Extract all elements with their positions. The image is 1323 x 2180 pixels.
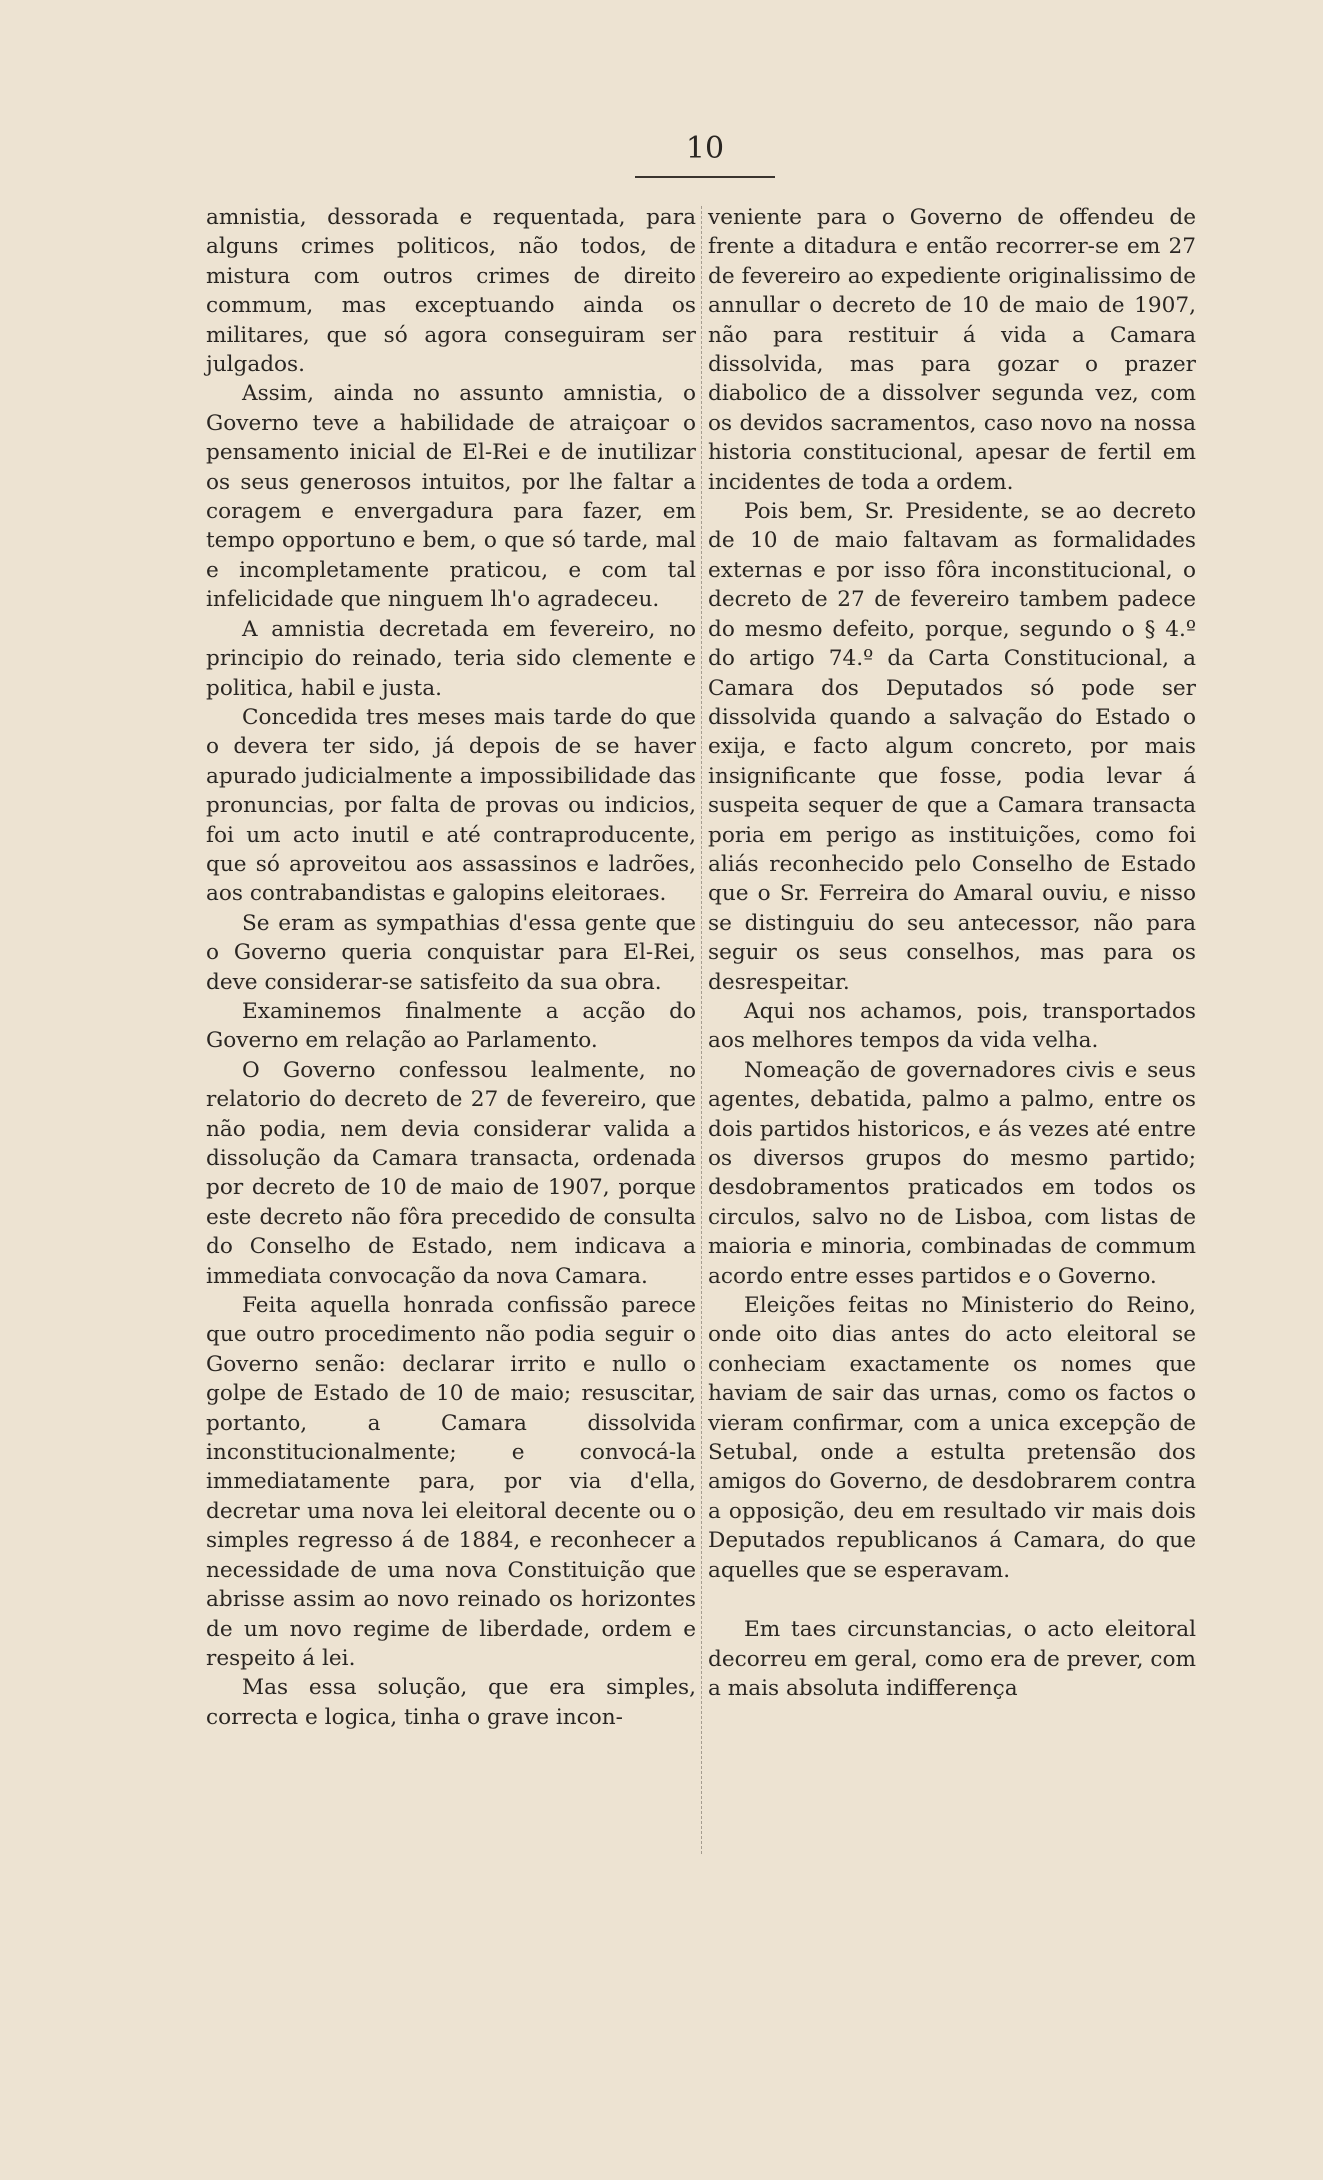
- paragraph: Em taes circunstancias, o acto eleitoral decorreu em geral, como era de prever, com a mais absoluta indifferença: [708, 1617, 1196, 1701]
- paragraph: Examinemos finalmente a acção do Governo em relação ao Parlamento.: [206, 998, 696, 1054]
- column-divider: [701, 206, 702, 1854]
- header-rule: [635, 176, 775, 178]
- paragraph: Pois bem, Sr. Presidente, se ao decreto de 10 de maio faltavam as formalidades externas e por isso fôra inconstitucional, o decreto de 27 de fevereiro tambem padece do mesmo defeito, porque, segundo o § 4.º do artigo 74.º da Carta Constitucional, a Camara dos Deputados só pode ser dissolvida quando a salvação do Estado o exija, e facto algum concreto, por mais insignificante que fosse, podia levar á suspeita sequer de que a Camara transacta poria em perigo as instituições, como foi aliás reconhecido pelo Conselho de Estado que o Sr. Ferreira do Amaral ouviu, e nisso se distinguiu do seu antecessor, não para seguir os seus conselhos, mas para os desrespeitar.: [708, 499, 1196, 995]
- paragraph: Feita aquella honrada confissão parece que outro procedimento não podia seguir o Governo senão: declarar irrito e nullo o golpe de Estado de 10 de maio; resuscitar, portanto, a Camara dissolvida inconstitucionalmente; e convocá-la immediatamente para, por via d'ella, decretar uma nova lei eleitoral decente ou o simples regresso á de 1884, e reconhecer a necessidade de uma nova Constituição que abrisse assim ao novo reinado os horizontes de um novo regime de liberdade, ordem e respeito á lei.: [206, 1293, 696, 1671]
- right-column: [708, 203, 1196, 1703]
- paragraph: Nomeação de governadores civis e seus agentes, debatida, palmo a palmo, entre os dois partidos historicos, e ás vezes até entre os diversos grupos do mesmo partido; desdobramentos praticados em todos os circulos, salvo no de Lisboa, com listas de maioria e minoria, combinadas de commum acordo entre esses partidos e o Governo.: [708, 1057, 1196, 1289]
- left-column: [206, 203, 696, 1732]
- paragraph: amnistia, dessorada e requentada, para alguns crimes politicos, não todos, de mistura com outros crimes de direito commum, mas exceptuando ainda os militares, que só agora conseguiram ser julgados.: [206, 205, 696, 378]
- paragraph: Assim, ainda no assunto amnistia, o Governo teve a habilidade de atraiçoar o pensamento inicial de El-Rei e de inutilizar os seus generosos intuitos, por lhe faltar a coragem e envergadura para fazer, em tempo opportuno e bem, o que só tarde, mal e incompletamente praticou, e com tal infelicidade que ninguem lh'o agradeceu.: [206, 381, 696, 613]
- paragraph: O Governo confessou lealmente, no relatorio do decreto de 27 de fevereiro, que não podia, nem devia considerar valida a dissolução da Camara transacta, ordenada por decreto de 10 de maio de 1907, porque este decreto não fôra precedido de consulta do Conselho de Estado, nem indicava a immediata convocação da nova Camara.: [206, 1057, 696, 1289]
- paragraph: Mas essa solução, que era simples, correcta e logica, tinha o grave incon-: [206, 1675, 696, 1730]
- paragraph: veniente para o Governo de offendeu de frente a ditadura e então recorrer-se em 27 de fevereiro ao expediente originalissimo de annullar o decreto de 10 de maio de 1907, não para restituir á vida a Camara dissolvida, mas para gozar o prazer diabolico de a dissolver segunda vez, com os devidos sacramentos, caso novo na nossa historia constitucional, apesar de fertil em incidentes de toda a ordem.: [708, 205, 1196, 495]
- paragraph: Eleições feitas no Ministerio do Reino, onde oito dias antes do acto eleitoral se conheciam exactamente os nomes que haviam de sair das urnas, como os factos o vieram confirmar, com a unica excepção de Setubal, onde a estulta pretensão dos amigos do Governo, de desdobrarem contra a opposição, deu em resultado vir mais dois Deputados republicanos á Camara, do que aquelles que se esperavam.: [708, 1293, 1196, 1583]
- page-number: 10: [685, 131, 725, 166]
- paragraph: A amnistia decretada em fevereiro, no principio do reinado, teria sido clemente e politica, habil e justa.: [206, 616, 696, 701]
- paragraph: Aqui nos achamos, pois, transportados aos melhores tempos da vida velha.: [708, 998, 1196, 1054]
- paragraph: Se eram as sympathias d'essa gente que o Governo queria conquistar para El-Rei, deve considerar-se satisfeito da sua obra.: [206, 910, 696, 995]
- paragraph: Concedida tres meses mais tarde do que o devera ter sido, já depois de se haver apurado judicialmente a impossibilidade das pronuncias, por falta de provas ou indicios, foi um acto inutil e até contraproducente, que só aproveitou aos assassinos e ladrões, aos contrabandistas e galopins eleitoraes.: [206, 704, 696, 907]
